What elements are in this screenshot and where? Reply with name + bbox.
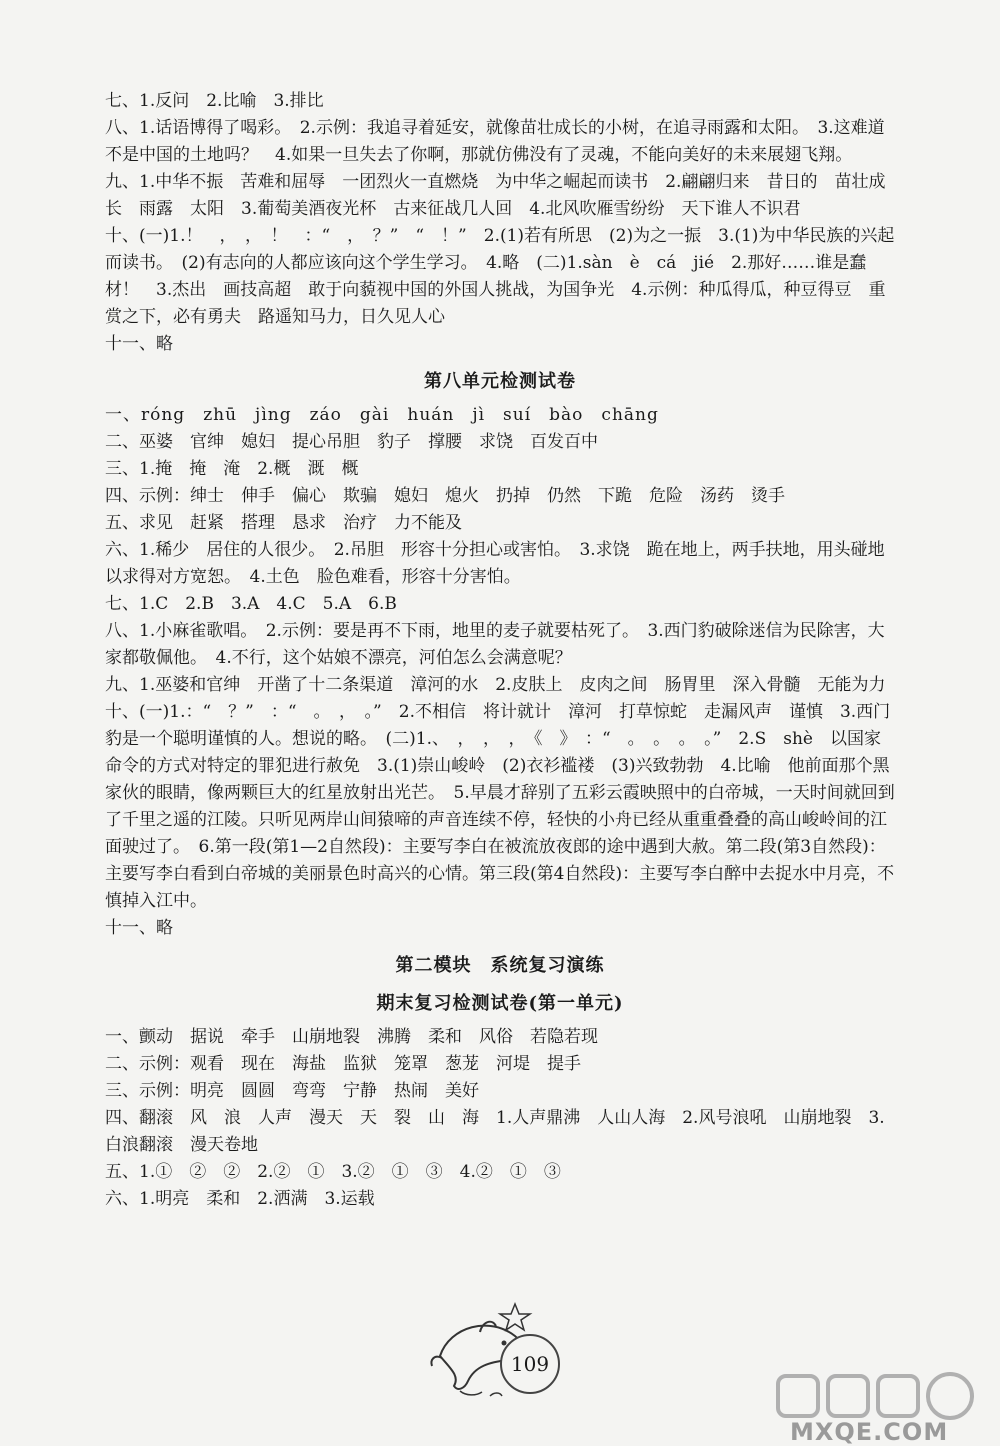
answer-line-11: 十一、略 (105, 334, 173, 354)
answer-line-5: 五、1.① ② ② 2.② ① 3.② ① ③ 4.② ① ③ (105, 1162, 561, 1182)
answer-line-4: 四、翻滚 风 浪 人声 漫天 天 裂 山 海 1.人声鼎沸 人山人海 2.风号浪吼 山崩地裂 3.白浪翻滚 漫天卷地 (105, 1108, 885, 1155)
answer-line-8: 八、1.话语博得了喝彩。 2.示例：我追寻着延安，就像苗壮成长的小树，在追寻雨露和太阳。 3.这难道不是中国的土地吗？ 4.如果一旦失去了你啊，那就仿佛没有了灵魂，不能向美好的未来展翅飞翔。 (105, 118, 885, 165)
answer-line-2: 二、巫婆 官绅 媳妇 提心吊胆 豹子 撑腰 求饶 百发百中 (105, 432, 598, 452)
answer-line-11: 十一、略 (105, 918, 173, 938)
answer-line-2: 二、示例：观看 现在 海盐 监狱 笼罩 葱茏 河堤 提手 (105, 1054, 581, 1074)
answer-line-10: 十、(一)1.！ ， ， ！ ：“ ， ？” “ ！” 2.(1)若有所思 (2)为之一振 3.(1)为中华民族的兴起而读书。 (2)有志向的人都应该向这个学生学习。 4.略 (二)1.sàn è cá jié 2.那好……谁是蠢材！ 3.杰出 画技高超 敢于向藐视中国的外国人挑战，为国争光 4.示例：种瓜得瓜，种豆得豆 重赏之下，必有勇夫 路遥知马力，日久见人心 (105, 226, 895, 327)
answer-line-10: 十、(一)1.：“ ？” ：“ 。 ， 。” 2.不相信 将计就计 漳河 打草惊蛇 走漏风声 谨慎 3.西门豹是一个聪明谨慎的人。想说的略。 (二)1.、 ， ， ， 《 》 ：“ 。 。 。 。” 2.S shè 以国家命令的方式对特定的罪犯进行赦免 3.(1)崇山峻岭 (2)衣衫褴褛 (3)兴致勃勃 4.比喻 他前面那个黑家伙的眼睛，像两颗巨大的红星放射出光芒。 5.早晨才辞别了五彩云霞映照中的白帝城，一天时间就回到了千里之遥的江陵。只听见两岸山间猿啼的声音连续不停，轻快的小舟已经从重重叠叠的高山峻岭间的江面驶过了。 6.第一段(第1—2自然段)：主要写李白在被流放夜郎的途中遇到大赦。第二段(第3自然段)：主要写李白看到白帝城的美丽景色时高兴的心情。第三段(第4自然段)：主要写李白醉中去捉水中月亮，不慎掉入江中。 (105, 702, 895, 911)
answer-line-5: 五、求见 赶紧 搭理 恳求 治疗 力不能及 (105, 513, 462, 533)
watermark-text: MXQE.COM (790, 1418, 949, 1446)
page-number: 109 (500, 1334, 560, 1394)
answer-line-4: 四、示例：绅士 伸手 偏心 欺骗 媳妇 熄火 扔掉 仍然 下跪 危险 汤药 烫手 (105, 486, 785, 506)
answer-line-9: 九、1.巫婆和官绅 开凿了十二条渠道 漳河的水 2.皮肤上 皮肉之间 肠胃里 深入骨髓 无能为力 (105, 675, 886, 695)
answer-line-3: 三、1.掩 掩 淹 2.概 溉 概 (105, 459, 359, 479)
answer-line-6: 六、1.明亮 柔和 2.洒满 3.运载 (105, 1189, 375, 1209)
answer-line-8: 八、1.小麻雀歌唱。 2.示例：要是再不下雨，地里的麦子就要枯死了。 3.西门豹破除迷信为民除害，大家都敬佩他。 4.不行，这个姑娘不漂亮，河伯怎么会满意呢？ (105, 621, 885, 668)
answer-line-7: 七、1.反问 2.比喻 3.排比 (105, 91, 324, 111)
answer-line-3: 三、示例：明亮 圆圆 弯弯 宁静 热闹 美好 (105, 1081, 479, 1101)
answer-line-6: 六、1.稀少 居住的人很少。 2.吊胆 形容十分担心或害怕。 3.求饶 跪在地上，两手扶地，用头碰地以求得对方宽恕。 4.土色 脸色难看，形容十分害怕。 (105, 540, 885, 587)
answer-line-7: 七、1.C 2.B 3.A 4.C 5.A 6.B (105, 594, 397, 614)
section-title-unit8: 第八单元检测试卷 (424, 371, 576, 392)
section-title-module2: 第二模块 系统复习演练 (395, 955, 605, 976)
answer-line-9: 九、1.中华不振 苦难和屈辱 一团烈火一直燃烧 为中华之崛起而读书 2.翩翩归来 昔日的 苗壮成长 雨露 太阳 3.葡萄美酒夜光杯 古来征战几人回 4.北风吹雁雪纷纷 天下谁人不识君 (105, 172, 886, 219)
answer-content (105, 88, 895, 1213)
answer-line-1: 一、róng zhū jìng záo gài huán jì suí bào chāng (105, 405, 659, 425)
section-title-final-review: 期末复习检测试卷(第一单元) (376, 993, 624, 1014)
answer-line-1: 一、颤动 据说 牵手 山崩地裂 沸腾 柔和 风俗 若隐若现 (105, 1027, 598, 1047)
